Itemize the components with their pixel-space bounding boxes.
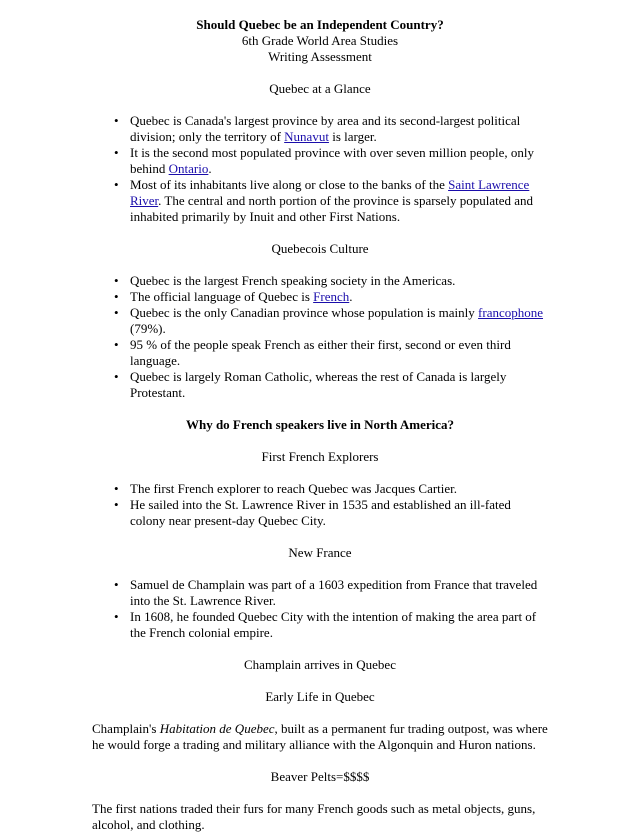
list-item: • Quebec is the largest French speaking society in the Americas.: [114, 273, 456, 288]
document-title: Should Quebec be an Independent Country?: [196, 17, 444, 32]
francophone-link[interactable]: francophone: [478, 305, 544, 320]
document-header: [92, 17, 548, 65]
french-link[interactable]: French: [313, 289, 350, 304]
new-france-list: [92, 577, 548, 641]
list-item: • Quebec is the only Canadian province whose population is mainly francophone (79%).: [114, 305, 544, 336]
section-heading-culture: Quebecois Culture: [271, 241, 369, 256]
list-item: • The first French explorer to reach Quebec was Jacques Cartier.: [114, 481, 458, 496]
list-item: • In 1608, he founded Quebec City with the intention of making the area part of the French colonial empire.: [114, 609, 537, 640]
document-page: [92, 17, 548, 833]
habitation-title: Habitation de Quebec: [159, 721, 275, 736]
ontario-link[interactable]: Ontario: [168, 161, 209, 176]
bullet-icon: •: [114, 305, 119, 320]
section-heading-champlain: Champlain arrives in Quebec: [244, 657, 396, 672]
champlain-paragraph: Champlain's Habitation de Quebec, built as a permanent fur trading outpost, was where he would forge a trading and military alliance with the Algonquin and Huron nations.: [92, 721, 548, 752]
bullet-icon: •: [114, 609, 119, 624]
beaver-paragraph: The first nations traded their furs for many French goods such as metal objects, guns, alcohol, and clothing.: [92, 801, 536, 832]
bullet-icon: •: [114, 145, 119, 160]
bullet-icon: •: [114, 481, 119, 496]
bullet-icon: •: [114, 337, 119, 352]
saint-lawrence-river-link[interactable]: Saint Lawrence River: [130, 177, 530, 208]
bullet-icon: •: [114, 577, 119, 592]
glance-list: [92, 113, 548, 225]
bullet-icon: •: [114, 369, 119, 384]
list-item: • It is the second most populated province with over seven million people, only behind Ontario.: [114, 145, 535, 176]
nunavut-link[interactable]: Nunavut: [284, 129, 329, 144]
list-item: • Quebec is Canada's largest province by area and its second-largest political division; only the territory of Nunavut is larger.: [114, 113, 521, 144]
bullet-icon: •: [114, 177, 119, 192]
list-item: • Most of its inhabitants live along or close to the banks of the Saint Lawrence River. The central and north portion of the province is sparsely populated and inhabited primarily by Inuit and other First Nations.: [114, 177, 534, 224]
explorers-list: [92, 481, 548, 529]
section-heading-explorers: First French Explorers: [261, 449, 379, 464]
section-heading-new-france: New France: [288, 545, 352, 560]
list-item: • He sailed into the St. Lawrence River in 1535 and established an ill-fated colony near present-day Quebec City.: [114, 497, 511, 528]
section-subheading-early-life: Early Life in Quebec: [265, 689, 375, 704]
section-heading-why: Why do French speakers live in North America?: [185, 417, 455, 432]
list-item: • Quebec is largely Roman Catholic, whereas the rest of Canada is largely Protestant.: [114, 369, 507, 400]
bullet-icon: •: [114, 289, 119, 304]
section-heading-beaver: Beaver Pelts=$$$$: [270, 769, 370, 784]
list-item: • 95 % of the people speak French as either their first, second or even third language.: [114, 337, 511, 368]
bullet-icon: •: [114, 113, 119, 128]
culture-list: [92, 273, 548, 401]
bullet-icon: •: [114, 497, 119, 512]
assessment-subtitle: Writing Assessment: [268, 49, 372, 64]
section-heading-glance: Quebec at a Glance: [269, 81, 371, 96]
list-item: • Samuel de Champlain was part of a 1603 expedition from France that traveled into the St. Lawrence River.: [114, 577, 538, 608]
bullet-icon: •: [114, 273, 119, 288]
list-item: • The official language of Quebec is French.: [114, 289, 353, 304]
course-subtitle: 6th Grade World Area Studies: [241, 33, 399, 48]
